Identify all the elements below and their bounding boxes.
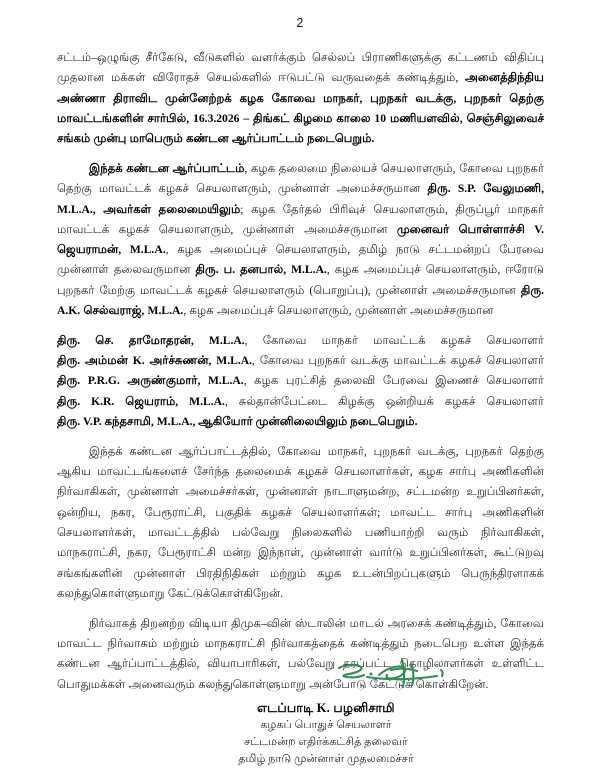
text-run-1: இந்தக் கண்டன ஆர்ப்பாட்டத்தில், கோவை மாநகர், புறநகர் வடக்கு, புறநகர் தெற்கு ஆகிய மாவட்டங்களைச் சேர்ந்த தலைமைக் கழகச் செயலாளர்கள், கழக சார்பு அணிகளின் நிர்வாகிகள், முன்னாள் அமைச்சர்கள், முன்னாள் நாடாளுமன்ற, சட்டமன்ற உறுப்பினர்கள், ஒன்றிய, நகர, பேரூராட்சி, பகுதிக் கழகச் செயலாளர்கள்; மாவட்ட சார்பு அணிகளின் செயலாளர்கள், மாவட்டத்தில் பல்வேறு நிலைகளில் பணியாற்றி வரும் நிர்வாகிகள், மாநகராட்சி, நகர, பேரூராட்சி மன்ற இந்நாள், முன்னாள் வார்டு உறுப்பினர்கள், கூட்டுறவு சங்கங்களின் முன்னாள் பிரதிநிதிகள் மற்றும் கழக உடன்பிறப்புகளும் பெருந்திரளாகக் கலந்துகொள்ளுமாறு கேட்டுக்கொள்கிறேன். — [57, 444, 544, 600]
office-bearer-list — [57, 331, 544, 432]
text-run-5: முனைவர் பொள்ளாச்சி V. ஜெயராமன், M.L.A. — [57, 222, 544, 257]
office-bearer-line — [57, 371, 544, 391]
paragraph-1 — [57, 48, 544, 149]
office-bearer-name: திரு. அம்மன் K. அர்ச்சுணன், M.L.A. — [57, 354, 253, 368]
office-bearer-name: திரு. K.R. ஜெயராம், M.L.A. — [57, 394, 225, 408]
document-body — [57, 48, 544, 695]
office-bearer-line — [57, 331, 544, 351]
office-bearer-designation: , கோவை புறநகர் வடக்கு மாவட்டக் கழகச் செயலாளர் — [252, 354, 544, 368]
text-run-2: அனைத்திந்திய அண்ணா திராவிட முன்னேற்றக் கழக கோவை மாநகர், புறநகர் வடக்கு, புறநகர் தெற்கு மாவட்டங்களின் சார்பில், 16.3.2026 – திங்கட் கிழமை காலை 10 மணியளவில், செஞ்சிலுவைச் சங்கம் முன்பு மாபெரும் கண்டன ஆர்ப்பாட்டம் நடைபெறும். — [57, 71, 544, 146]
signature-ink-icon — [333, 655, 458, 695]
signature-block — [0, 699, 600, 768]
text-run-6: , கழக அமைப்புச் செயலாளரும், தமிழ் நாடு சட்டமன்றப் பேரவை முன்னாள் தலைவருமான — [57, 243, 544, 277]
text-run-1: நிர்வாகத் திறனற்ற விடியா திமுக–வின் ஸ்டாலின் மாடல் அரசைக் கண்டித்தும், கோவை மாவட்ட நிர்வாகம் மற்றும் மாநகராட்சி நிர்வாகத்தைக் கண்டித்தும் நடைபெற உள்ள இந்தக் கண்டன ஆர்ப்பாட்டத்தில், வியாபாரிகள், பல்வேறு தரப்பட்ட தொழிலாளர்கள் உள்ளிட்ட பொதுமக்கள் அனைவரும் கலந்துகொள்ளுமாறு அன்போடு கேட்டுக் கொள்கிறேன். — [57, 616, 544, 691]
office-bearer-designation: , கழக புரட்சித் தலைவி பேரவை இணைச் செயலாளர் — [243, 374, 544, 388]
office-bearer-designation: , கோவை மாநகர் மாவட்டக் கழகச் செயலாளர் — [244, 333, 544, 347]
signatory-name: எடப்பாடி K. பழனிசாமி — [257, 701, 395, 715]
signatory-title-1: கழகப் பொதுச் செயலாளர் — [260, 719, 392, 731]
office-bearer-designation: , சுல்தான்பேட்டை கிழக்கு ஒன்றியக் கழகச் செயலாளர் — [224, 394, 544, 408]
office-bearer-line — [57, 392, 544, 412]
office-bearer-name: திரு. செ. தாமோதரன், M.L.A. — [57, 333, 245, 347]
signatory-title-3: தமிழ் நாடு முன்னாள் முதலமைச்சர் — [238, 753, 414, 765]
text-run-1: சட்டம்–ஒழுங்கு சீர்கேடு, வீடுகளில் வளர்க்கும் செல்லப் பிராணிகளுக்கு கட்டணம் விதிப்பு முதலான மக்கள் விரோதச் செயல்களில் ஈடுபட்டு வருவதைக் கண்டித்தும், — [57, 51, 544, 85]
text-run-3: திரு. S.P. வேலுமணி, M.L.A., அவர்கள் தலைமையிலும் — [57, 182, 545, 216]
text-run-10: , கழக அமைப்புச் செயலாளரும், முன்னாள் அமைச்சருமான — [183, 304, 494, 318]
page-number: 2 — [296, 16, 304, 30]
office-bearer-line — [57, 351, 544, 371]
signatory-title-2: சட்டமன்ற எதிர்க்கட்சித் தலைவர் — [244, 736, 408, 748]
office-bearer-name: திரு. V.P. கந்தசாமி, M.L.A., ஆகியோர் முன்னிலையிலும் நடைபெறும். — [57, 415, 418, 429]
paragraph-2 — [57, 159, 544, 321]
signature-area — [0, 655, 600, 768]
text-run-9: திரு. A.K. செல்வராஜ், M.L.A. — [57, 283, 544, 318]
text-run-4: ; கழக தேர்தல் பிரிவுச் செயலாளரும், திருப்பூர் மாநகர் மாவட்டக் கழகச் செயலாளரும், முன்னாள் அமைச்சருமான — [57, 202, 544, 236]
office-bearer-name: திரு. P.R.G. அருண்குமார், M.L.A. — [57, 374, 244, 388]
paragraph-3 — [57, 442, 544, 604]
text-run-2: , கழக தலைமை நிலையச் செயலாளரும், கோவை புறநகர் தெற்கு மாவட்டக் கழகச் செயலாளரும், முன்னாள் அமைச்சருமான — [57, 161, 545, 196]
text-run-1: இந்தக் கண்டன ஆர்ப்பாட்டம் — [89, 161, 245, 175]
text-run-8: , கழக அமைப்புச் செயலாளரும், ஈரோடு புறநகர் மேற்கு மாவட்டக் கழகச் செயலாளரும் (பொறுப்பு), முன்னாள் அமைச்சருமான — [57, 263, 544, 297]
text-run-7: திரு. ப. தனபால், M.L.A. — [195, 263, 327, 277]
office-bearer-line — [57, 412, 544, 432]
handwritten-signature — [0, 655, 600, 697]
